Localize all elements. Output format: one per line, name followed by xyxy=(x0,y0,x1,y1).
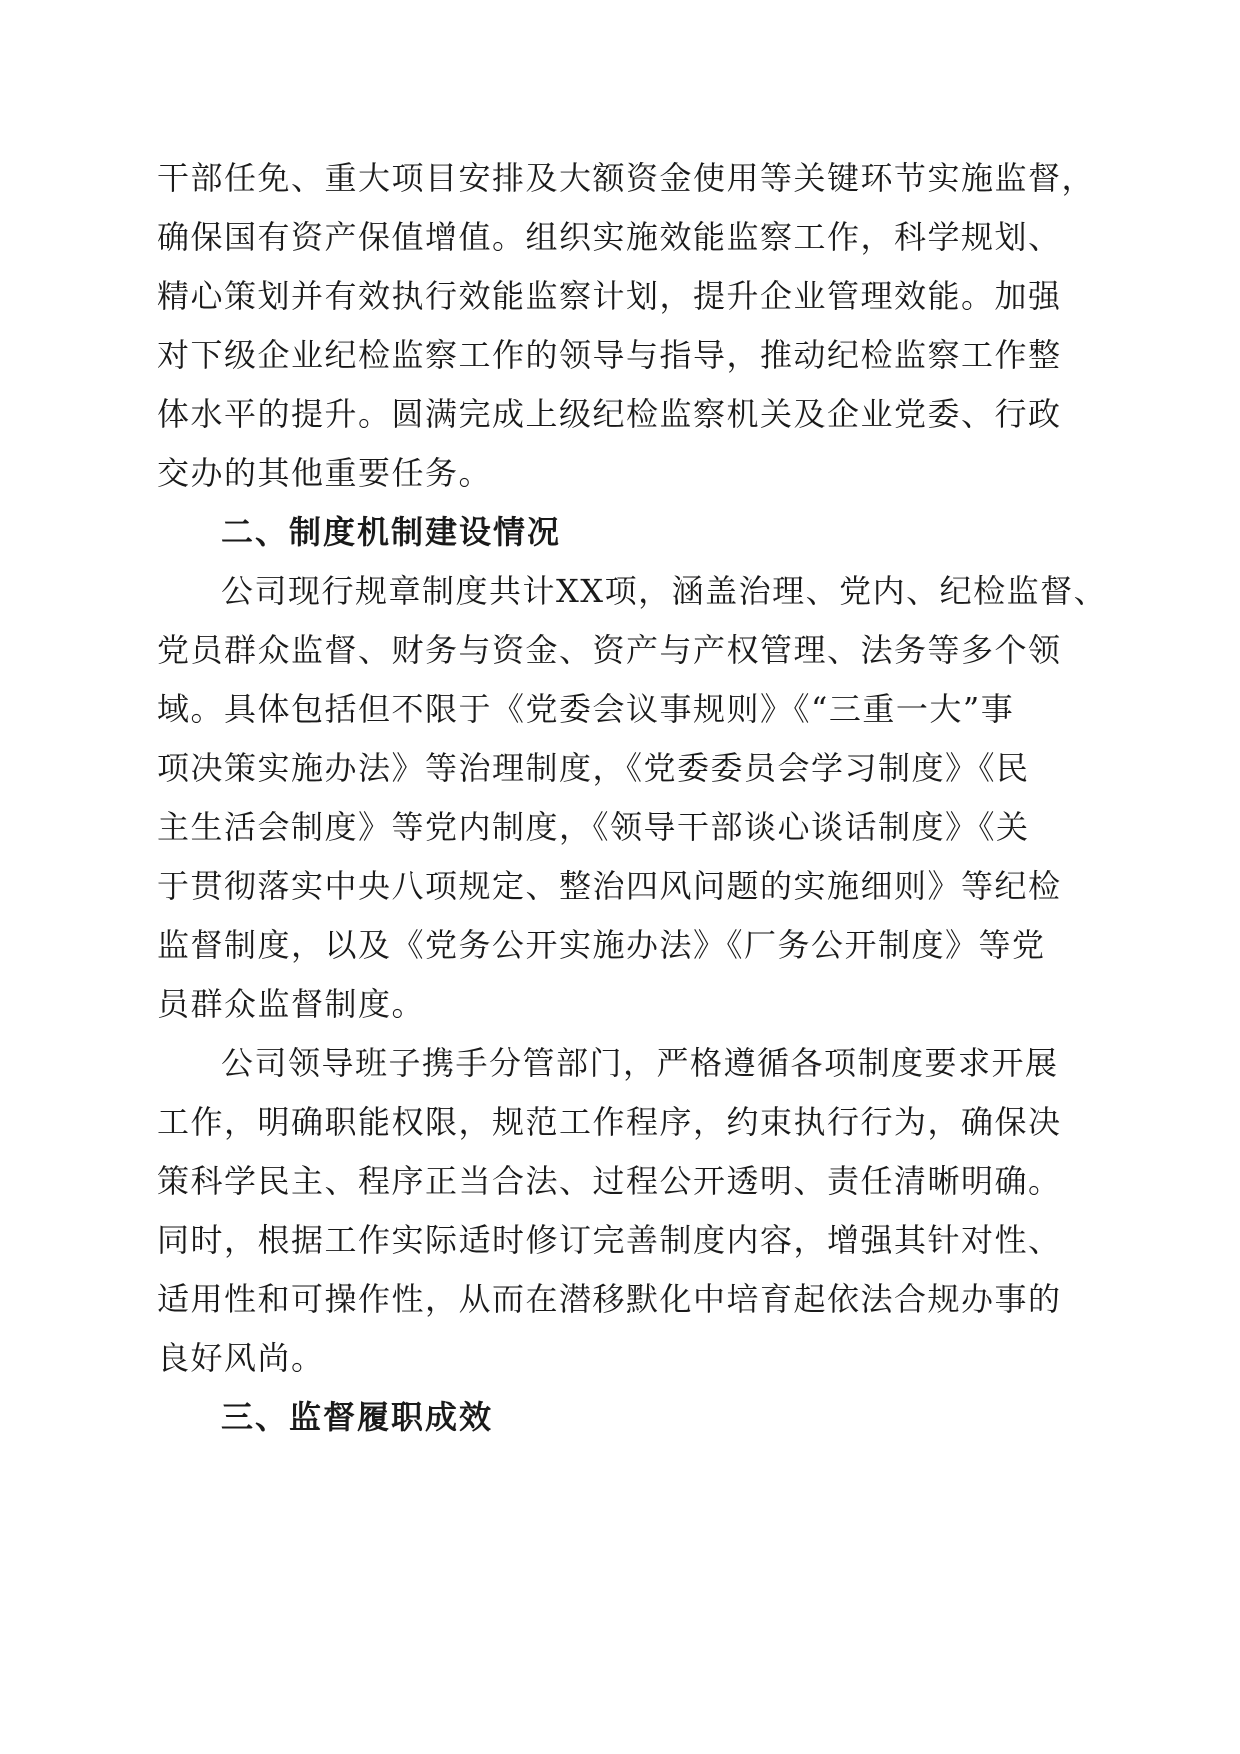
text-line: 公司现行规章制度共计XX项，涵盖治理、党内、纪检监督、 xyxy=(221,572,1108,610)
text-line: 党员群众监督、财务与资金、资产与产权管理、法务等多个领 xyxy=(157,631,1062,669)
paragraph-continued xyxy=(157,155,1097,509)
text-line: 监督制度，以及《党务公开实施办法》《厂务公开制度》等党 xyxy=(157,926,1046,964)
text-line: 确保国有资产保值增值。组织实施效能监察工作，科学规划、 xyxy=(157,218,1062,256)
section-heading: 三、监督履职成效 xyxy=(221,1398,494,1436)
paragraph-leadership xyxy=(157,1040,1097,1394)
text-line: 工作，明确职能权限，规范工作程序，约束执行行为，确保决 xyxy=(157,1103,1062,1141)
section-heading-3 xyxy=(157,1394,1097,1453)
text-line: 对下级企业纪检监察工作的领导与指导，推动纪检监察工作整 xyxy=(157,336,1062,374)
text-line: 于贯彻落实中央八项规定、整治四风问题的实施细则》等纪检 xyxy=(157,867,1062,905)
section-heading-2 xyxy=(157,509,1097,568)
document-page xyxy=(157,155,1108,1453)
text-line: 干部任免、重大项目安排及大额资金使用等关键环节实施监督， xyxy=(157,159,1096,197)
text-line: 员群众监督制度。 xyxy=(157,985,426,1023)
text-line: 体水平的提升。圆满完成上级纪检监察机关及企业党委、行政 xyxy=(157,395,1062,433)
text-line: 适用性和可操作性，从而在潜移默化中培育起依法合规办事的 xyxy=(157,1280,1062,1318)
text-line: 主生活会制度》等党内制度，《领导干部谈心谈话制度》《关 xyxy=(157,808,1030,846)
text-line: 交办的其他重要任务。 xyxy=(157,454,493,492)
text-line: 公司领导班子携手分管部门，严格遵循各项制度要求开展 xyxy=(221,1044,1059,1082)
text-line: 同时，根据工作实际适时修订完善制度内容，增强其针对性、 xyxy=(157,1221,1062,1259)
text-line: 策科学民主、程序正当合法、过程公开透明、责任清晰明确。 xyxy=(157,1162,1062,1200)
text-line: 精心策划并有效执行效能监察计划，提升企业管理效能。加强 xyxy=(157,277,1062,315)
text-line: 域。具体包括但不限于《党委会议事规则》《“三重一大”事 xyxy=(157,690,1015,728)
text-line: 项决策实施办法》等治理制度，《党委委员会学习制度》《民 xyxy=(157,749,1030,787)
text-line: 良好风尚。 xyxy=(157,1339,325,1377)
section-heading: 二、制度机制建设情况 xyxy=(221,513,562,551)
paragraph-regulations xyxy=(157,568,1108,1040)
